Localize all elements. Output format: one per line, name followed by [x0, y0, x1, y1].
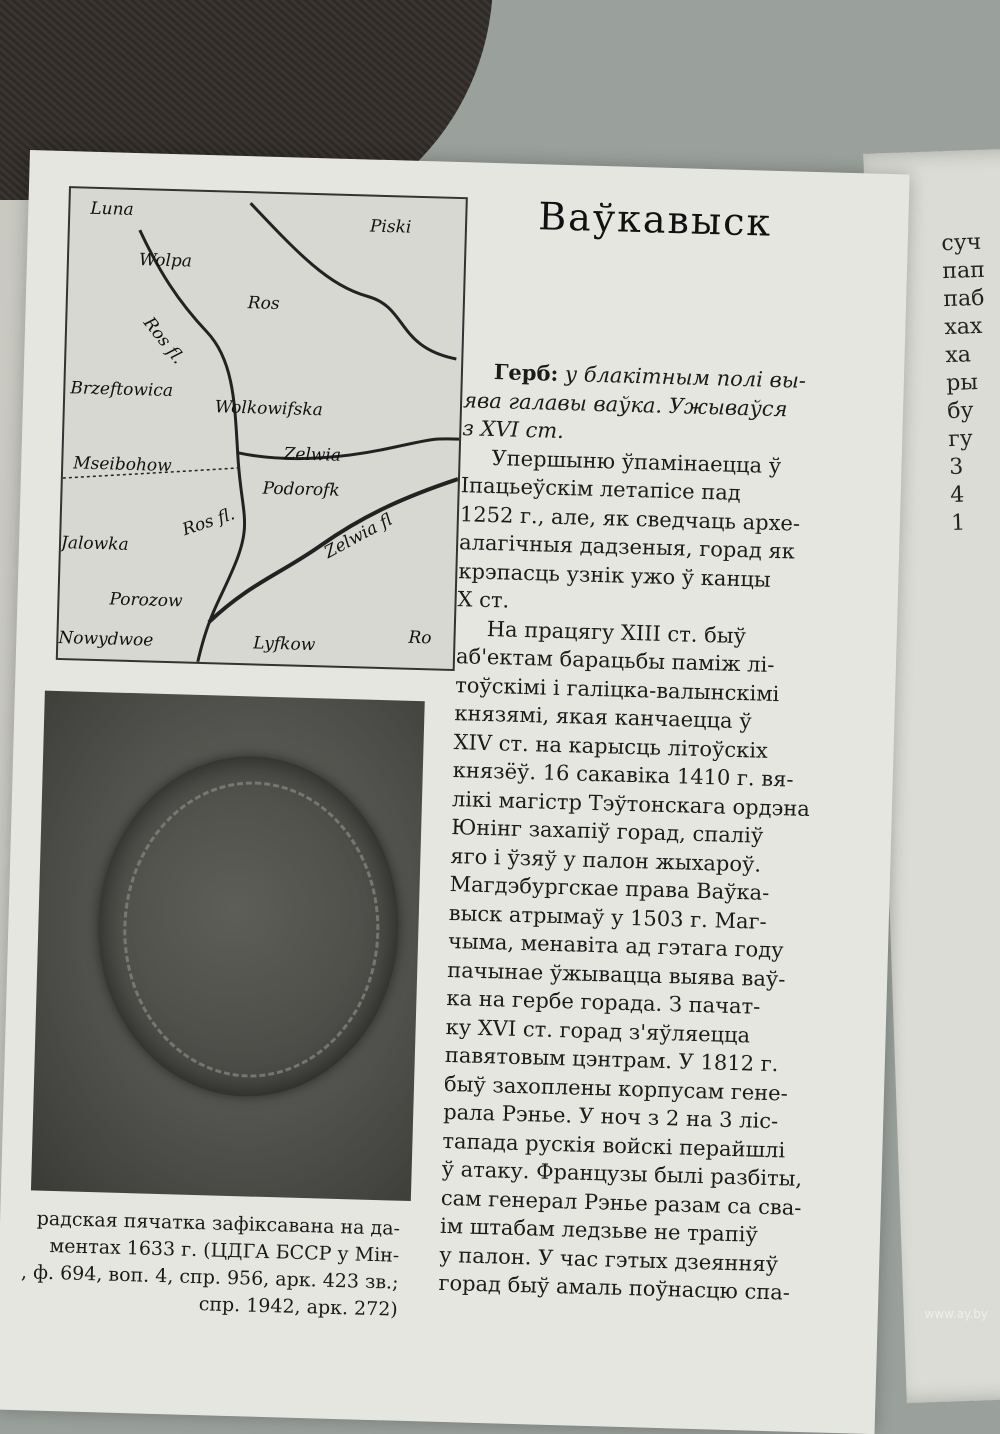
text-line: Іпацьеўскім летапісе пад — [460, 473, 742, 505]
seal-photograph — [31, 691, 425, 1201]
paragraph-history — [438, 614, 852, 1309]
text-line: у палон. У час гэтых дзеянняў — [438, 1242, 779, 1276]
right-page-fragment: хах — [943, 313, 983, 341]
gerb-line: з XVI ст. — [462, 416, 565, 444]
map-label: Mseibohow — [72, 453, 172, 477]
text-line: 1252 г., але, як сведчаць архе- — [459, 501, 801, 536]
right-page-fragment: пап — [941, 257, 986, 285]
map-label: Porozow — [109, 589, 183, 612]
map-label: Wolpa — [138, 250, 193, 272]
right-page-fragment: паб — [942, 285, 985, 313]
caption-line: радская пячатка зафіксавана на да- — [36, 1207, 401, 1240]
right-page-fragment: 4 — [949, 482, 965, 509]
map-label: Ros — [247, 293, 280, 315]
map-label: Ros fl. — [139, 313, 189, 369]
text-line: XIV ст. на карысць літоўскіх — [453, 729, 769, 763]
text-line: ім штабам ледзьве не трапіў — [439, 1213, 759, 1247]
text-line: пачынае ўжывацца выява ваў- — [446, 957, 786, 991]
right-page-fragment: гу — [947, 426, 974, 453]
text-line: ка на гербе горада. З пачат- — [446, 985, 761, 1019]
map-label: Luna — [90, 198, 134, 220]
text-line: аб'ектам барацьбы паміж лі- — [455, 644, 775, 677]
text-line: выск атрымаў у 1503 г. Маг- — [448, 900, 767, 934]
gerb-line: ява галавы ваўка. Ужываўся — [462, 387, 788, 421]
right-page-fragment: 1 — [950, 510, 966, 537]
text-line: Магдэбургскае права Ваўка- — [449, 872, 770, 905]
map-label: Jalowka — [60, 533, 129, 555]
text-line: крэпасць узнік ужо ў канцы — [458, 558, 772, 592]
map-label: Brzeftowica — [70, 378, 174, 402]
seal-caption — [0, 1203, 400, 1323]
gerb-label: Герб: — [493, 359, 559, 386]
right-page-fragment: ха — [944, 342, 972, 369]
caption-line: спр. 1942, арк. 272) — [198, 1293, 399, 1321]
map-label: Zelwia — [283, 444, 342, 466]
text-line: алагічныя дадзеныя, горад як — [458, 530, 796, 564]
text-line: лікі магістр Тэўтонскага ордэна — [451, 786, 811, 821]
text-line: тоўскімі і галіцка-валынскімі — [454, 672, 780, 706]
map-label: Lyfkow — [253, 633, 316, 656]
map-label: Ro — [408, 627, 432, 649]
text-line: горад быў амаль поўнасцю спа- — [438, 1270, 791, 1305]
map-label: Piski — [369, 216, 412, 238]
right-page-fragment: бу — [946, 398, 974, 425]
caption-line: ментах 1633 г. (ЦДГА БССР у Мін- — [49, 1234, 400, 1267]
text-line: тапада рускія войскі перайшлі — [442, 1128, 786, 1162]
page-title: Ваўкавыск — [537, 194, 773, 245]
map-label: Wolkowifska — [214, 397, 324, 421]
text-line: сам генерал Рэнье разам са сва- — [440, 1185, 802, 1220]
article-text — [438, 357, 859, 1308]
map-label: Zelwia fl — [321, 509, 396, 563]
map-label: Podorofk — [262, 478, 340, 501]
caption-line: , ф. 694, воп. 4, спр. 956, арк. 423 зв.; — [20, 1261, 399, 1294]
text-line: Юнінг захапіў горад, спаліў — [450, 815, 764, 848]
text-line: чыма, менавіта ад гэтага году — [447, 928, 784, 963]
right-page-fragment: 3 — [948, 454, 964, 481]
watermark: www.ay.by — [924, 1307, 988, 1321]
book-page — [0, 150, 910, 1434]
text-line: ку XVI ст. горад з'яўляецца — [445, 1014, 751, 1047]
map-label: Ros fl. — [179, 504, 238, 541]
text-line: ў атаку. Французы былі разбіты, — [441, 1156, 803, 1191]
right-page-fragment: суч — [940, 229, 982, 257]
text-line: На працягу XIII ст. быў — [486, 616, 747, 648]
gerb-line: у блакітным полі вы- — [564, 362, 807, 393]
gerb-paragraph — [462, 357, 859, 453]
text-line: яго і ўзяў у палон жыхароў. — [450, 843, 762, 877]
text-line: павятовым цэнтрам. У 1812 г. — [444, 1042, 779, 1077]
text-line: X ст. — [457, 587, 510, 613]
text-line: быў захоплены корпусам гене- — [443, 1071, 789, 1106]
right-page-fragment: ры — [945, 370, 979, 397]
map-label: Nowydwoe — [58, 627, 154, 651]
text-line: рала Рэнье. У ноч з 2 на 3 ліс- — [442, 1099, 779, 1134]
paragraph-first-mention — [457, 443, 857, 625]
text-line: Упершыню ўпамінаецца ў — [491, 445, 782, 478]
text-line: князёў. 16 сакавіка 1410 г. вя- — [452, 758, 794, 792]
historical-map — [56, 186, 468, 671]
text-line: князямі, якая канчаецца ў — [454, 701, 752, 734]
